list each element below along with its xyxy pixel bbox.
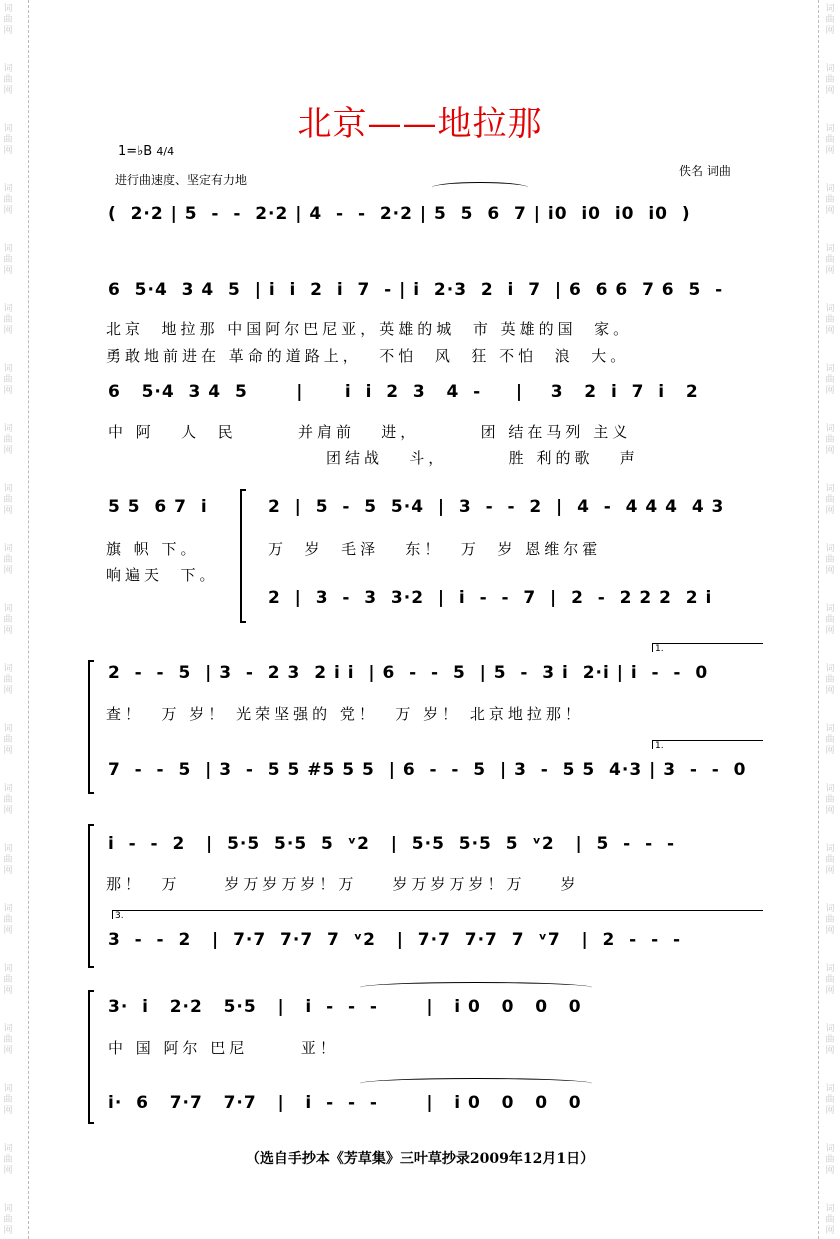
source-note: （选自手抄本《芳草集》三叶草抄录2009年12月1日） [245, 1151, 595, 1167]
lyric-7: 中 国 阿尔 巴尼 亚！ [108, 1039, 339, 1057]
lyric-3b: 团结战 斗， 胜 利的歌 声 [326, 449, 639, 467]
score-line-2: 6 5·4 3 4 5 | i i 2 i 7 - | i 2·3 2 i 7 | 6 6 6 7 6 5 - [108, 280, 724, 300]
watermark-glyph: 词 曲 网 [3, 364, 13, 396]
watermark-glyph: 词 曲 网 [825, 64, 835, 96]
lyric-4c: 万 岁 毛泽 东！ 万 岁 恩维尔霍 [268, 540, 602, 558]
lyric-3a: 中 阿 人 民 并肩前 进， 团 结在马列 主义 [108, 423, 632, 441]
time-signature: 4/4 [156, 145, 175, 158]
watermark-glyph: 词 曲 网 [3, 244, 13, 276]
score-line-4-upper: 2 | 5 - 5 5·4 | 3 - - 2 | 4 - 4 4 4 4 3 [268, 497, 725, 517]
watermark-glyph: 词 曲 网 [3, 64, 13, 96]
score-line-6-upper: i - - 2 | 5·5 5·5 5 ᵛ2 | 5·5 5·5 5 ᵛ2 | 5 - - - [108, 834, 676, 854]
watermark-glyph: 词 曲 网 [825, 544, 835, 576]
watermark-glyph: 词 曲 网 [3, 484, 13, 516]
watermark-glyph: 词 曲 网 [825, 4, 835, 36]
watermark-glyph: 词 曲 网 [3, 544, 13, 576]
watermark-glyph: 词 曲 网 [3, 124, 13, 156]
watermark-glyph: 词 曲 网 [3, 304, 13, 336]
watermark-glyph: 词 曲 网 [825, 244, 835, 276]
slur [432, 182, 528, 193]
watermark-glyph: 词 曲 网 [3, 1024, 13, 1056]
watermark-glyph: 词 曲 网 [825, 424, 835, 456]
watermark-glyph: 词 曲 网 [825, 604, 835, 636]
song-title: 北京——地拉那 [297, 104, 543, 144]
score-line-4-lower: 2 | 3 - 3 3·2 | i - - 7 | 2 - 2 2 2 2 i [268, 588, 713, 608]
watermark-glyph: 词 曲 网 [825, 784, 835, 816]
score-line-5-lower: 7 - - 5 | 3 - 5 5 #5 5 5 | 6 - - 5 | 3 - 5 5 4·3 | 3 - - 0 [108, 760, 747, 780]
watermark-glyph: 词 曲 网 [825, 364, 835, 396]
score-line-1: ( 2·2 | 5 - - 2·2 | 4 - - 2·2 | 5 5 6 7 | i0 i0 i0 i0 ) [108, 204, 691, 224]
tempo-marking: 进行曲速度、坚定有力地 [115, 173, 248, 187]
volta-1-lower: 1. [652, 740, 763, 749]
score-line-7-upper: 3· i 2·2 5·5 | i - - - | i 0 0 0 0 [108, 997, 582, 1017]
system-bracket [88, 990, 94, 1124]
slur [360, 1078, 592, 1089]
author: 佚名 词曲 [679, 164, 731, 178]
watermark-glyph: 词 曲 网 [3, 1084, 13, 1116]
watermark-glyph: 词 曲 网 [3, 424, 13, 456]
watermark-glyph: 词 曲 网 [3, 844, 13, 876]
left-margin [14, 0, 29, 1239]
watermark-glyph: 词 曲 网 [3, 4, 13, 36]
watermark-glyph: 词 曲 网 [825, 184, 835, 216]
score-line-3: 6 5·4 3 4 5 | i i 2 3 4 - | 3 2 i 7 i 2 [108, 382, 699, 402]
lyric-4a: 旗 帜 下。 [106, 540, 200, 558]
watermark-glyph: 词 曲 网 [825, 664, 835, 696]
watermark-glyph: 词 曲 网 [825, 1144, 835, 1176]
lyric-6: 那！ 万 岁万岁万岁！万 岁万岁万岁！万 岁 [106, 875, 580, 893]
watermark-glyph: 词 曲 网 [825, 904, 835, 936]
watermark-glyph: 词 曲 网 [3, 784, 13, 816]
watermark-glyph: 词 曲 网 [825, 964, 835, 996]
lyric-2b: 勇敢地前进在 革命的道路上， 不怕 风 狂 不怕 浪 大。 [106, 347, 630, 365]
watermark-glyph: 词 曲 网 [3, 964, 13, 996]
score-line-6-lower: 3 - - 2 | 7·7 7·7 7 ᵛ2 | 7·7 7·7 7 ᵛ7 | 2 - - - [108, 930, 682, 950]
watermark-glyph: 词 曲 网 [825, 1204, 835, 1236]
watermark-glyph: 词 曲 网 [3, 664, 13, 696]
score-line-7-lower: i· 6 7·7 7·7 | i - - - | i 0 0 0 0 [108, 1093, 582, 1113]
watermark-glyph: 词 曲 网 [825, 844, 835, 876]
volta-1: 1. [652, 643, 763, 652]
lyric-4b: 响遍天 下。 [106, 566, 219, 584]
system-bracket [240, 489, 246, 623]
volta-3: 3. [112, 910, 763, 919]
slur [360, 982, 592, 993]
watermark-glyph: 词 曲 网 [3, 604, 13, 636]
watermark-glyph: 词 曲 网 [3, 1204, 13, 1236]
watermark-glyph: 词 曲 网 [3, 184, 13, 216]
watermark-glyph: 词 曲 网 [825, 484, 835, 516]
watermark-glyph: 词 曲 网 [3, 904, 13, 936]
watermark-glyph: 词 曲 网 [3, 1144, 13, 1176]
watermark-glyph: 词 曲 网 [3, 724, 13, 756]
key-signature: 1=♭B 4/4 [118, 144, 175, 159]
watermark-glyph: 词 曲 网 [825, 1084, 835, 1116]
watermark-glyph: 词 曲 网 [825, 724, 835, 756]
lyric-2a: 北京 地拉那 中国阿尔巴尼亚，英雄的城 市 英雄的国 家。 [106, 320, 633, 338]
system-bracket [88, 824, 94, 968]
watermark-glyph: 词 曲 网 [825, 1024, 835, 1056]
watermark-glyph: 词 曲 网 [825, 304, 835, 336]
score-line-5-upper: 2 - - 5 | 3 - 2 3 2 i i | 6 - - 5 | 5 - 3 i 2·i | i - - 0 [108, 663, 709, 683]
system-bracket [88, 660, 94, 794]
watermark-glyph: 词 曲 网 [825, 124, 835, 156]
lyric-5: 查！ 万 岁！ 光荣坚强的 党！ 万 岁！ 北京地拉那！ [106, 705, 584, 723]
score-line-4: 5 5 6 7 i [108, 497, 208, 517]
